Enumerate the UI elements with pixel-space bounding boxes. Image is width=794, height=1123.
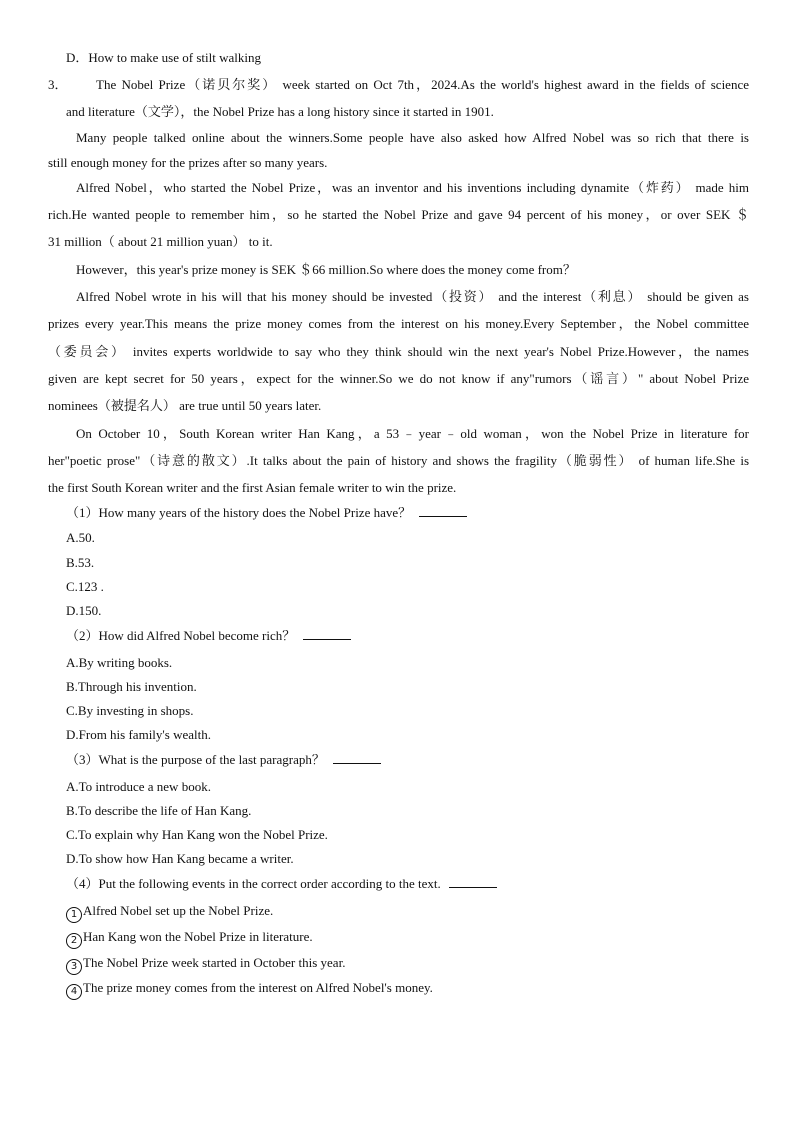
passage-p2-line2: still enough money for the prizes after so many years. bbox=[48, 155, 328, 170]
question-2-option-d: D.From his family's wealth. bbox=[66, 727, 211, 742]
answer-blank-4[interactable] bbox=[449, 876, 497, 888]
circled-number-2: 2 bbox=[66, 933, 82, 949]
passage-p3-line2: rich.He wanted people to remember him，so he started the Nobel Prize and gave 94 percent of his money，or over SEK ＄ bbox=[48, 207, 749, 222]
passage-p3-line1: Alfred Nobel，who started the Nobel Prize，was an inventor and his inventions including dynamite（炸药） made him bbox=[76, 180, 749, 195]
passage-p6-line3: the first South Korean writer and the first Asian female writer to win the prize. bbox=[48, 480, 457, 495]
question-3-option-b: B.To describe the life of Han Kang. bbox=[66, 803, 252, 818]
question-3-option-d: D.To show how Han Kang became a writer. bbox=[66, 851, 294, 866]
question-1-stem: （1）How many years of the history does the Nobel Prize have？ bbox=[66, 505, 467, 521]
question-2-option-a: A.By writing books. bbox=[66, 655, 173, 670]
question-3-option-a: A.To introduce a new book. bbox=[66, 779, 211, 794]
answer-blank-2[interactable] bbox=[303, 628, 351, 640]
question-1-option-a: A.50. bbox=[66, 530, 95, 545]
passage-p5-line1: Alfred Nobel wrote in his will that his money should be invested（投资） and the interest（利息） should be given as bbox=[76, 289, 749, 304]
question-4-stem: （4）Put the following events in the correct order according to the text. bbox=[66, 876, 497, 892]
question-1-option-c: C.123 . bbox=[66, 579, 104, 594]
question-1-option-b: B.53. bbox=[66, 555, 95, 570]
passage-p1-line2: and literature（文学），the Nobel Prize has a long history since it started in 1901. bbox=[66, 104, 494, 119]
passage-p6-line1: On October 10，South Korean writer Han Kang，a 53﹣year﹣old woman，won the Nobel Prize in literature for bbox=[76, 426, 749, 441]
passage-p5-line5: nominees（被提名人） are true until 50 years later. bbox=[48, 398, 322, 413]
event-item-2: 2 Han Kang won the Nobel Prize in literature. bbox=[66, 929, 313, 949]
question-1-option-d: D.150. bbox=[66, 603, 102, 618]
passage-p3-line3: 31 million（ about 21 million yuan） to it. bbox=[48, 234, 273, 249]
event-item-4: 4 The prize money comes from the interest on Alfred Nobel's money. bbox=[66, 980, 433, 1000]
question-3-stem: （3）What is the purpose of the last paragraph？ bbox=[66, 752, 381, 768]
question-2-option-c: C.By investing in shops. bbox=[66, 703, 194, 718]
passage-p5-line2: prizes every year.This means the prize money comes from the interest on his money.Every September，the Nobel committee bbox=[48, 316, 749, 331]
circled-number-4: 4 bbox=[66, 984, 82, 1000]
question-3-option-c: C.To explain why Han Kang won the Nobel Prize. bbox=[66, 827, 328, 842]
previous-option-d: D．How to make use of stilt walking bbox=[66, 50, 261, 65]
question-2-stem: （2）How did Alfred Nobel become rich？ bbox=[66, 628, 351, 644]
event-item-1: 1 Alfred Nobel set up the Nobel Prize. bbox=[66, 903, 273, 923]
circled-number-3: 3 bbox=[66, 959, 82, 975]
answer-blank-3[interactable] bbox=[333, 752, 381, 764]
passage-p1-line1: The Nobel Prize（诺贝尔奖） week started on Oct 7th，2024.As the world's highest award in the fields of science bbox=[96, 77, 749, 92]
question-number: 3． bbox=[48, 77, 68, 92]
event-item-3: 3 The Nobel Prize week started in October this year. bbox=[66, 955, 345, 975]
answer-blank-1[interactable] bbox=[419, 505, 467, 517]
passage-p5-line3: （委员会） invites experts worldwide to say who they think should win the next year's Nobel Prize.However，the names bbox=[48, 344, 749, 359]
passage-p2-line1: Many people talked online about the winners.Some people have also asked how Alfred Nobel was so rich that there is bbox=[76, 130, 749, 145]
circled-number-1: 1 bbox=[66, 907, 82, 923]
question-2-option-b: B.Through his invention. bbox=[66, 679, 197, 694]
passage-p4-line1: However，this year's prize money is SEK ＄66 million.So where does the money come from？ bbox=[76, 262, 576, 277]
passage-p5-line4: given are kept secret for 50 years，expect for the winner.So we do not know if any"rumors（谣言）" about Nobel Prize bbox=[48, 371, 749, 386]
passage-p6-line2: her"poetic prose"（诗意的散文）.It talks about the pain of history and shows the fragility（脆弱性） of human life.She is bbox=[48, 453, 749, 468]
